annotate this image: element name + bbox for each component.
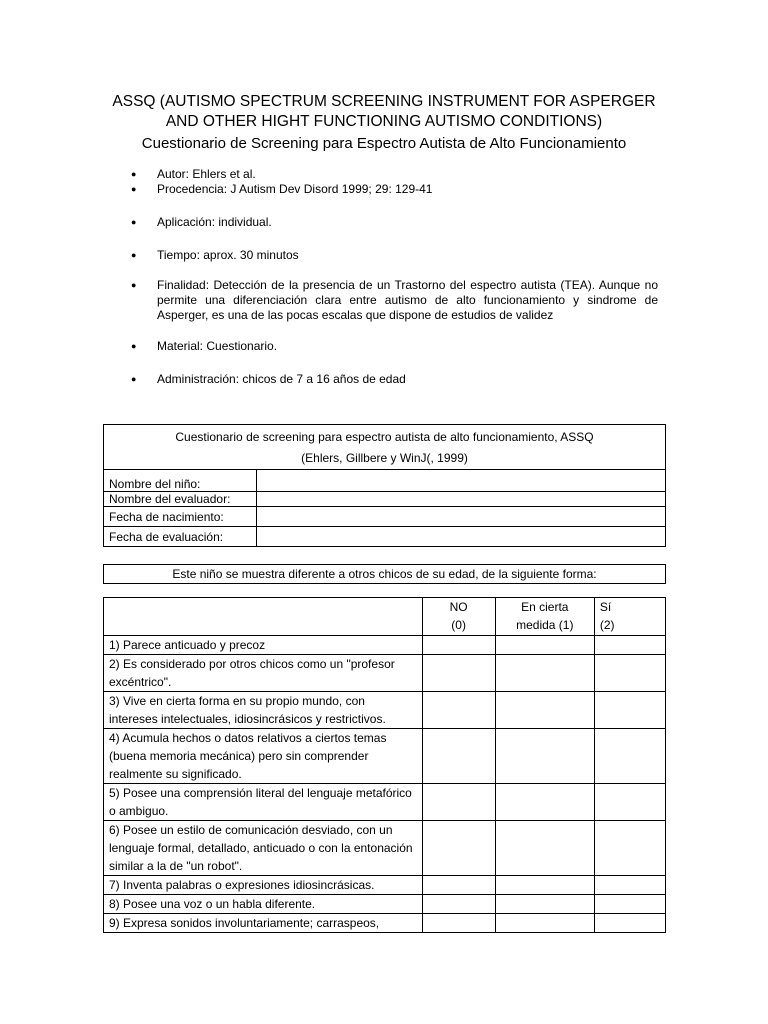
answer-cell-yes[interactable]	[594, 692, 665, 729]
header-yes	[594, 598, 665, 636]
answer-cell-no[interactable]	[422, 655, 495, 692]
bullet-text: Autor: Ehlers et al.	[157, 167, 256, 181]
question-text: 1) Parece anticuado y precoz	[104, 636, 423, 655]
intro-box	[103, 564, 666, 584]
answer-cell-some[interactable]	[495, 636, 594, 655]
header-some-extent	[495, 598, 594, 636]
bullet-text: Administración: chicos de 7 a 16 años de edad	[157, 372, 406, 386]
answer-cell-some[interactable]	[495, 692, 594, 729]
document-title-line-2: AND OTHER HIGHT FUNCTIONING AUTISMO CONDITIONS)	[165, 113, 603, 130]
questionnaire-table	[103, 597, 666, 933]
field-label-evaluator-name: Nombre del evaluador:	[104, 492, 257, 507]
bullet-dot-icon: ●	[131, 217, 137, 227]
answer-cell-some[interactable]	[495, 895, 594, 914]
bullet-dot-icon: ●	[131, 374, 137, 384]
question-text: 8) Posee una voz o un habla diferente.	[104, 895, 423, 914]
info-heading-line-2: (Ehlers, Gillbere y WinJ(, 1999)	[301, 451, 468, 465]
answer-cell-no[interactable]	[422, 784, 495, 821]
answer-cell-some[interactable]	[495, 821, 594, 876]
answer-cell-yes[interactable]	[594, 876, 665, 895]
answer-cell-no[interactable]	[422, 876, 495, 895]
answer-cell-some[interactable]	[495, 784, 594, 821]
evaluation-info-table	[103, 424, 666, 547]
bullet-text: Finalidad: Detección de la presencia de un Trastorno del espectro autista (TEA). Aunque no permite una diferenciación clara entre autismo de alto funcionamiento y sindrome de Asperger, es una de las pocas escalas que dispone de estudios de validez	[157, 278, 658, 322]
header-no-line-2: (0)	[451, 618, 466, 632]
bullet-dot-icon: ●	[131, 169, 137, 179]
question-text: 4) Acumula hechos o datos relativos a ciertos temas (buena memoria mecánica) pero sin comprender realmente su significado.	[104, 729, 423, 784]
field-label-evaluation-date: Fecha de evaluación:	[104, 527, 257, 547]
answer-cell-yes[interactable]	[594, 914, 665, 933]
header-yes-line-2: (2)	[599, 618, 615, 632]
document-title-line-1: ASSQ (AUTISMO SPECTRUM SCREENING INSTRUMENT FOR ASPERGER	[112, 93, 656, 110]
bullet-text: Procedencia: J Autism Dev Disord 1999; 29: 129-41	[157, 182, 433, 196]
answer-cell-no[interactable]	[422, 914, 495, 933]
answer-cell-yes[interactable]	[594, 784, 665, 821]
question-text: 7) Inventa palabras o expresiones idiosincrásicas.	[104, 876, 423, 895]
answer-cell-yes[interactable]	[594, 821, 665, 876]
field-label-child-name: Nombre del niño:	[104, 470, 257, 492]
answer-cell-no[interactable]	[422, 895, 495, 914]
answer-cell-some[interactable]	[495, 729, 594, 784]
answer-cell-no[interactable]	[422, 692, 495, 729]
bullet-dot-icon: ●	[131, 280, 137, 290]
field-label-birth-date: Fecha de nacimiento:	[104, 507, 257, 527]
answer-cell-yes[interactable]	[594, 895, 665, 914]
header-yes-line-1: Sí	[599, 600, 612, 614]
answer-cell-some[interactable]	[495, 914, 594, 933]
question-text: 5) Posee una comprensión literal del lenguaje metafórico o ambiguo.	[104, 784, 423, 821]
info-heading-line-1: Cuestionario de screening para espectro autista de alto funcionamiento, ASSQ	[175, 430, 594, 444]
answer-cell-yes[interactable]	[594, 729, 665, 784]
bullet-text: Material: Cuestionario.	[157, 339, 278, 353]
header-some-line-1: En cierta	[521, 600, 569, 614]
header-no	[422, 598, 495, 636]
field-input-evaluation-date[interactable]	[257, 527, 666, 547]
info-table-heading	[104, 425, 666, 470]
document-subtitle: Cuestionario de Screening para Espectro Autista de Alto Funcionamiento	[141, 135, 627, 152]
question-text: 9) Expresa sonidos involuntariamente; carraspeos,	[104, 914, 423, 933]
answer-cell-yes[interactable]	[594, 636, 665, 655]
bullet-text: Tiempo: aprox. 30 minutos	[157, 248, 299, 262]
intro-text: Este niño se muestra diferente a otros chicos de su edad, de la siguiente forma:	[104, 565, 666, 584]
bullet-dot-icon: ●	[131, 250, 137, 260]
answer-cell-yes[interactable]	[594, 655, 665, 692]
question-text: 2) Es considerado por otros chicos como un "profesor excéntrico".	[104, 655, 423, 692]
answer-cell-no[interactable]	[422, 729, 495, 784]
answer-cell-some[interactable]	[495, 876, 594, 895]
field-input-evaluator-name[interactable]	[257, 492, 666, 507]
question-text: 3) Vive en cierta forma en su propio mundo, con intereses intelectuales, idiosincrásicos y restrictivos.	[104, 692, 423, 729]
bullet-text: Aplicación: individual.	[157, 215, 272, 229]
field-input-child-name[interactable]	[257, 470, 666, 492]
bullet-dot-icon: ●	[131, 341, 137, 351]
field-input-birth-date[interactable]	[257, 507, 666, 527]
answer-cell-no[interactable]	[422, 821, 495, 876]
bullet-dot-icon: ●	[131, 184, 137, 194]
header-item-cell	[104, 598, 423, 636]
header-no-line-1: NO	[449, 600, 468, 614]
answer-cell-some[interactable]	[495, 655, 594, 692]
header-some-line-2: medida (1)	[516, 618, 574, 632]
answer-cell-no[interactable]	[422, 636, 495, 655]
question-text: 6) Posee un estilo de comunicación desviado, con un lenguaje formal, detallado, anticuado o con la entonación similar a la de "un robot".	[104, 821, 423, 876]
